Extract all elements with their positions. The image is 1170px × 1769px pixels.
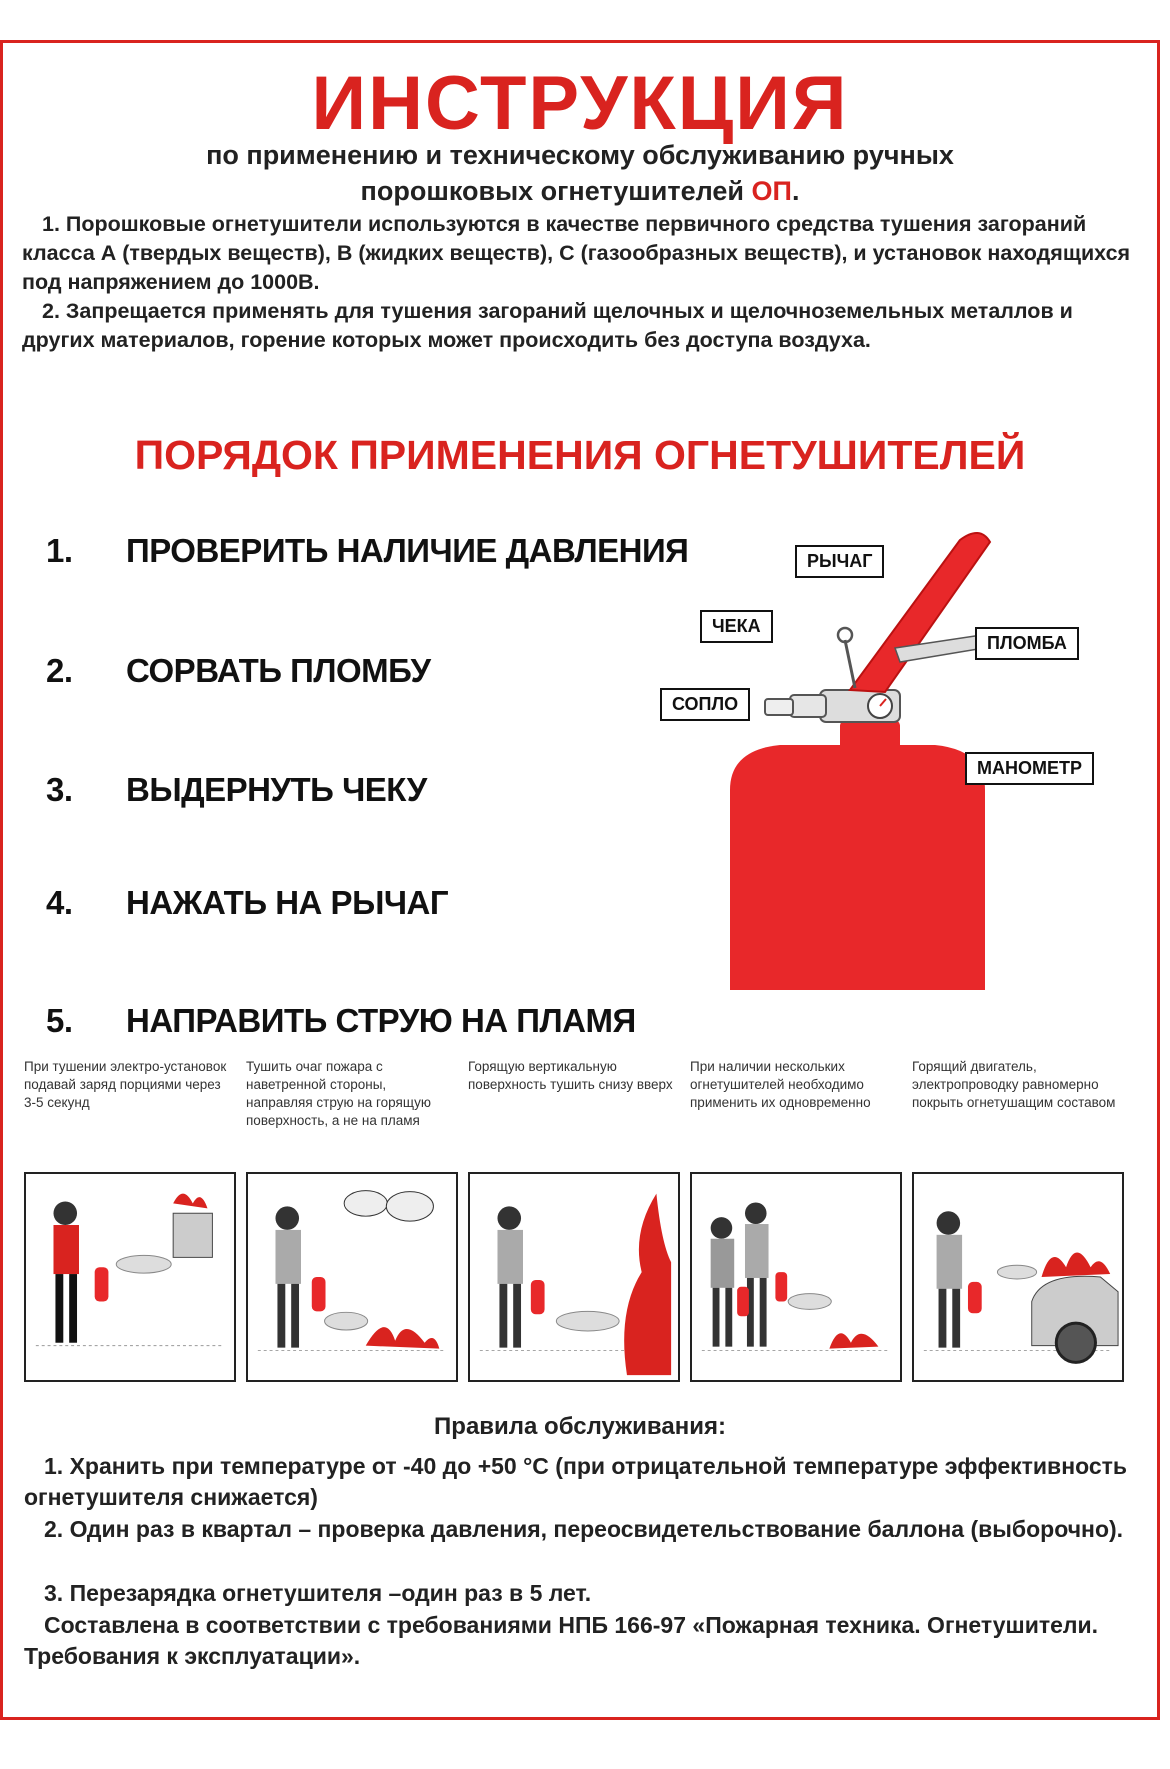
intro-paragraph-2 (22, 297, 1142, 355)
step-2-number: 2. (46, 652, 73, 689)
electrical-scene-icon (26, 1174, 234, 1380)
intro-paragraph-1 (22, 210, 1142, 297)
page-title: ИНСТРУКЦИЯ (311, 61, 849, 146)
subtitle-abbr: ОП (751, 176, 792, 206)
step-2-text: СОРВАТЬ ПЛОМБУ (126, 652, 431, 689)
engine-scene-icon (914, 1174, 1122, 1380)
tip-caption-1: При тушении электро-установок подавай заряд порциями через 3-5 секунд (24, 1059, 227, 1110)
step-4-number: 4. (46, 884, 73, 921)
step-4-text: НАЖАТЬ НА РЫЧАГ (126, 884, 449, 921)
tip-panel-electrical (24, 1172, 236, 1382)
vertical-scene-icon (470, 1174, 678, 1380)
maintenance-note-text: Составлена в соответствии с требованиями НПБ 166-97 «Пожарная техника. Огнетушители. Требования к эксплуатации». (24, 1612, 1099, 1669)
subtitle-line1: по применению и техническому обслуживанию ручных (206, 140, 954, 170)
tip-panel-wind (246, 1172, 458, 1382)
step-5-text: НАПРАВИТЬ СТРУЮ НА ПЛАМЯ (126, 1002, 636, 1039)
label-lever: РЫЧАГ (795, 545, 884, 578)
label-gauge: МАНОМЕТР (965, 752, 1094, 785)
pin-icon (838, 628, 855, 688)
step-3 (46, 771, 427, 809)
extinguisher-body-icon (730, 720, 985, 990)
subtitle (0, 137, 1160, 209)
step-1-number: 1. (46, 532, 73, 569)
maintenance-note (24, 1610, 1144, 1672)
maintenance-rule-2-text: 2. Один раз в квартал – проверка давления, переосвидетельствование баллона (выборочно). (44, 1516, 1124, 1542)
step-5-number: 5. (46, 1002, 73, 1039)
intro-paragraph-1-text: 1. Порошковые огнетушители используются в качестве первичного средства тушения загораний класса А (твердых веществ), В (жидких веществ), С (газообразных веществ), и установок находящихся под напряжением до 1000В. (22, 212, 1131, 294)
gauge-icon (868, 694, 892, 718)
tip-panel-engine (912, 1172, 1124, 1382)
wind-scene-icon (248, 1174, 456, 1380)
maintenance-rule-1-text: 1. Хранить при температуре от -40 до +50 °С (при отрицательной температуре эффективность огнетушителя снижается) (24, 1453, 1128, 1510)
tip-panel-vertical (468, 1172, 680, 1382)
step-3-text: ВЫДЕРНУТЬ ЧЕКУ (126, 771, 427, 808)
tip-caption-2: Тушить очаг пожара с наветренной стороны, направляя струю на горящую поверхность, а не на пламя (246, 1059, 431, 1128)
step-1-text: ПРОВЕРИТЬ НАЛИЧИЕ ДАВЛЕНИЯ (126, 532, 689, 569)
step-3-number: 3. (46, 771, 73, 808)
step-5 (46, 1002, 636, 1040)
maintenance-rule-2 (24, 1514, 1144, 1545)
maintenance-title: Правила обслуживания: (434, 1413, 726, 1440)
label-seal: ПЛОМБА (975, 627, 1079, 660)
step-4 (46, 884, 448, 922)
maintenance-rule-1 (24, 1451, 1144, 1513)
subtitle-end: . (791, 176, 800, 206)
maintenance-rule-3-text: 3. Перезарядка огнетушителя –один раз в 5 лет. (44, 1580, 592, 1606)
subtitle-line2 (0, 173, 1160, 209)
tip-caption-5: Горящий двигатель, электропроводку равномерно покрыть огнетушащим составом (912, 1059, 1116, 1110)
tip-caption-4: При наличии нескольких огнетушителей необходимо применить их одновременно (690, 1059, 871, 1110)
maintenance-rule-3 (24, 1578, 1144, 1609)
step-1 (46, 532, 688, 570)
procedure-heading: ПОРЯДОК ПРИМЕНЕНИЯ ОГНЕТУШИТЕЛЕЙ (134, 432, 1026, 478)
multiple-scene-icon (692, 1174, 900, 1380)
intro-paragraph-2-text: 2. Запрещается применять для тушения загораний щелочных и щелочноземельных металлов и других материалов, горение которых может происходить без доступа воздуха. (22, 299, 1073, 352)
step-2 (46, 652, 431, 690)
tip-caption-3: Горящую вертикальную поверхность тушить снизу вверх (468, 1059, 673, 1092)
label-nozzle: СОПЛО (660, 688, 750, 721)
tip-panel-multiple (690, 1172, 902, 1382)
label-pin: ЧЕКА (700, 610, 773, 643)
subtitle-line2-text: порошковых огнетушителей (360, 176, 745, 206)
